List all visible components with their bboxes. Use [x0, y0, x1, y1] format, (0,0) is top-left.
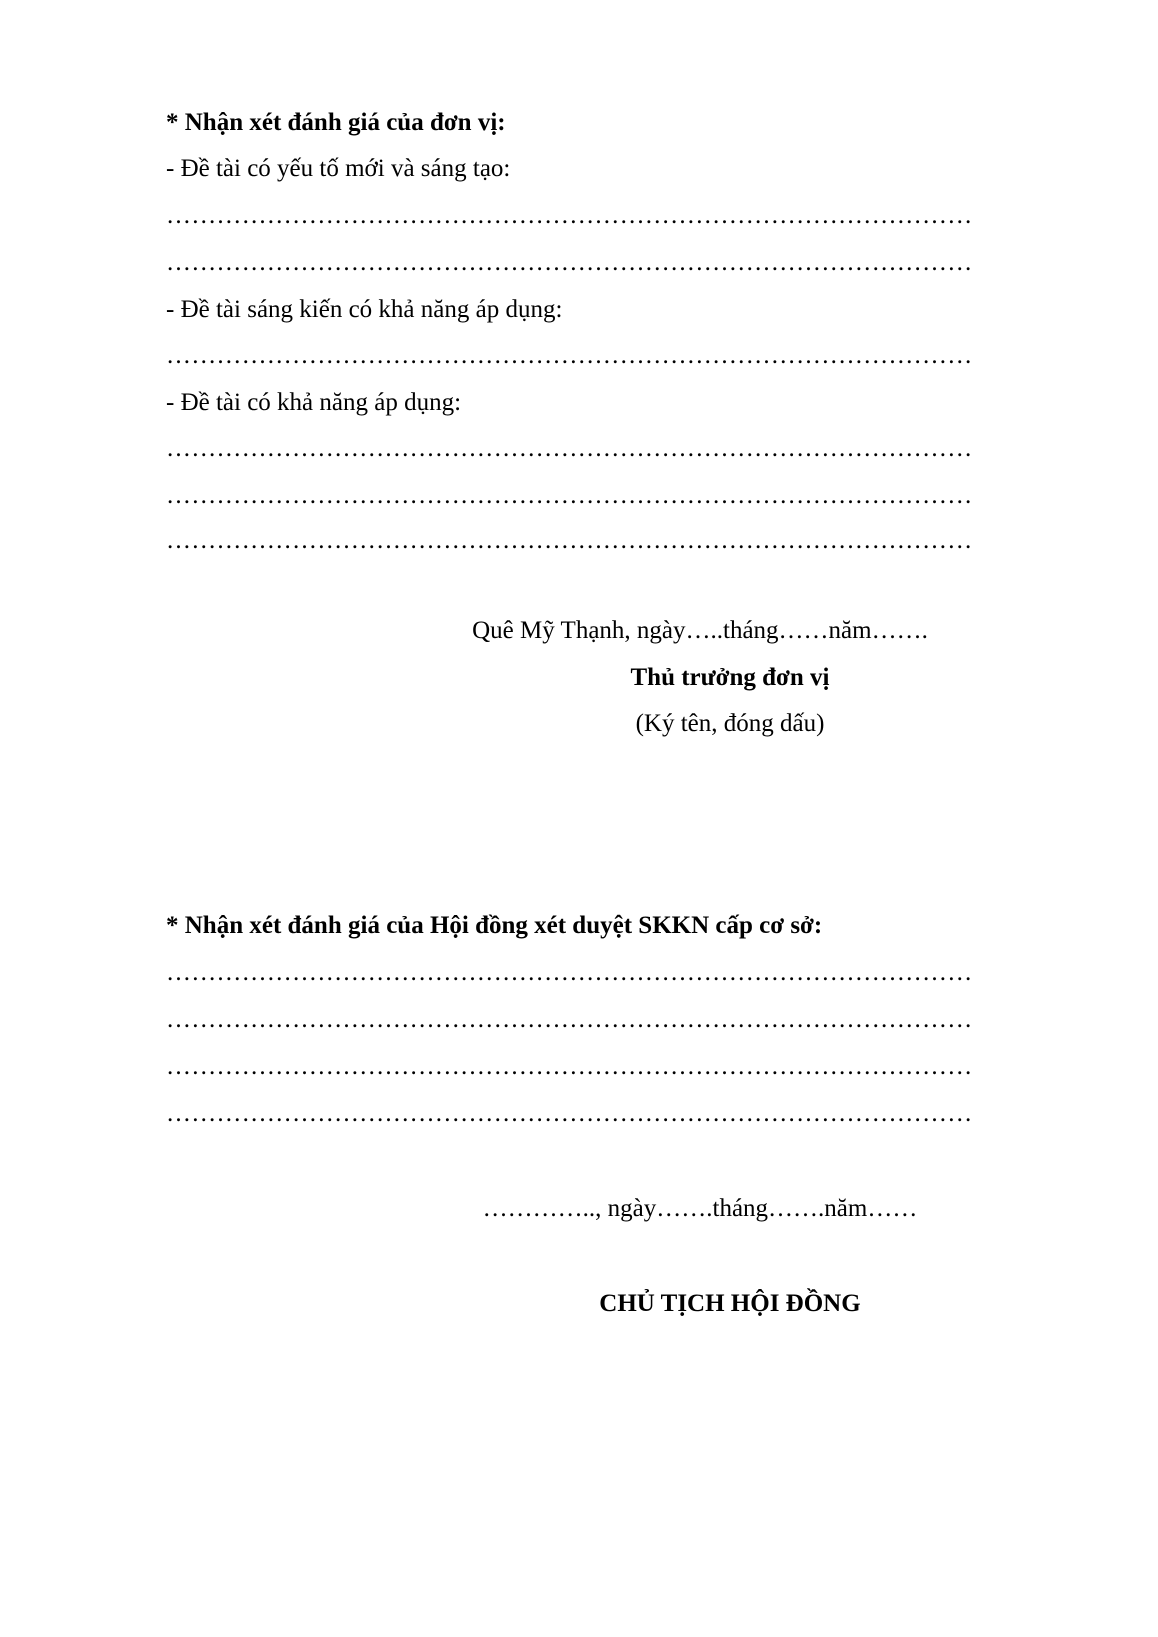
blank-line: …………………………………………………………………………………… [166, 1006, 973, 1033]
unit-evaluation-heading: * Nhận xét đánh giá của đơn vị: [166, 109, 506, 136]
blank-line: …………………………………………………………………………………… [166, 482, 973, 509]
council-evaluation-heading: * Nhận xét đánh giá của Hội đồng xét duyệt SKKN cấp cơ sở: [166, 912, 823, 939]
applicability-label: - Đề tài có khả năng áp dụng: [166, 389, 462, 416]
unit-signer-title: Thủ trưởng đơn vị [630, 664, 830, 691]
initiative-applicability-label: - Đề tài sáng kiến có khả năng áp dụng: [166, 296, 563, 323]
blank-line: …………………………………………………………………………………… [166, 959, 973, 986]
unit-date-line: Quê Mỹ Thạnh, ngày…..tháng……năm……. [472, 617, 928, 644]
blank-line: …………………………………………………………………………………… [166, 1053, 973, 1080]
blank-line: …………………………………………………………………………………… [166, 435, 973, 462]
unit-signer-note: (Ký tên, đóng dấu) [635, 710, 825, 737]
council-date-line: ………….., ngày…….tháng…….năm…… [482, 1195, 918, 1222]
blank-line: …………………………………………………………………………………… [166, 202, 973, 229]
blank-line: …………………………………………………………………………………… [166, 1100, 973, 1127]
blank-line: …………………………………………………………………………………… [166, 342, 973, 369]
blank-line: …………………………………………………………………………………… [166, 527, 973, 554]
council-signer-title: CHỦ TỊCH HỘI ĐỒNG [599, 1290, 861, 1317]
blank-line: …………………………………………………………………………………… [166, 249, 973, 276]
novelty-label: - Đề tài có yếu tố mới và sáng tạo: [166, 155, 511, 182]
